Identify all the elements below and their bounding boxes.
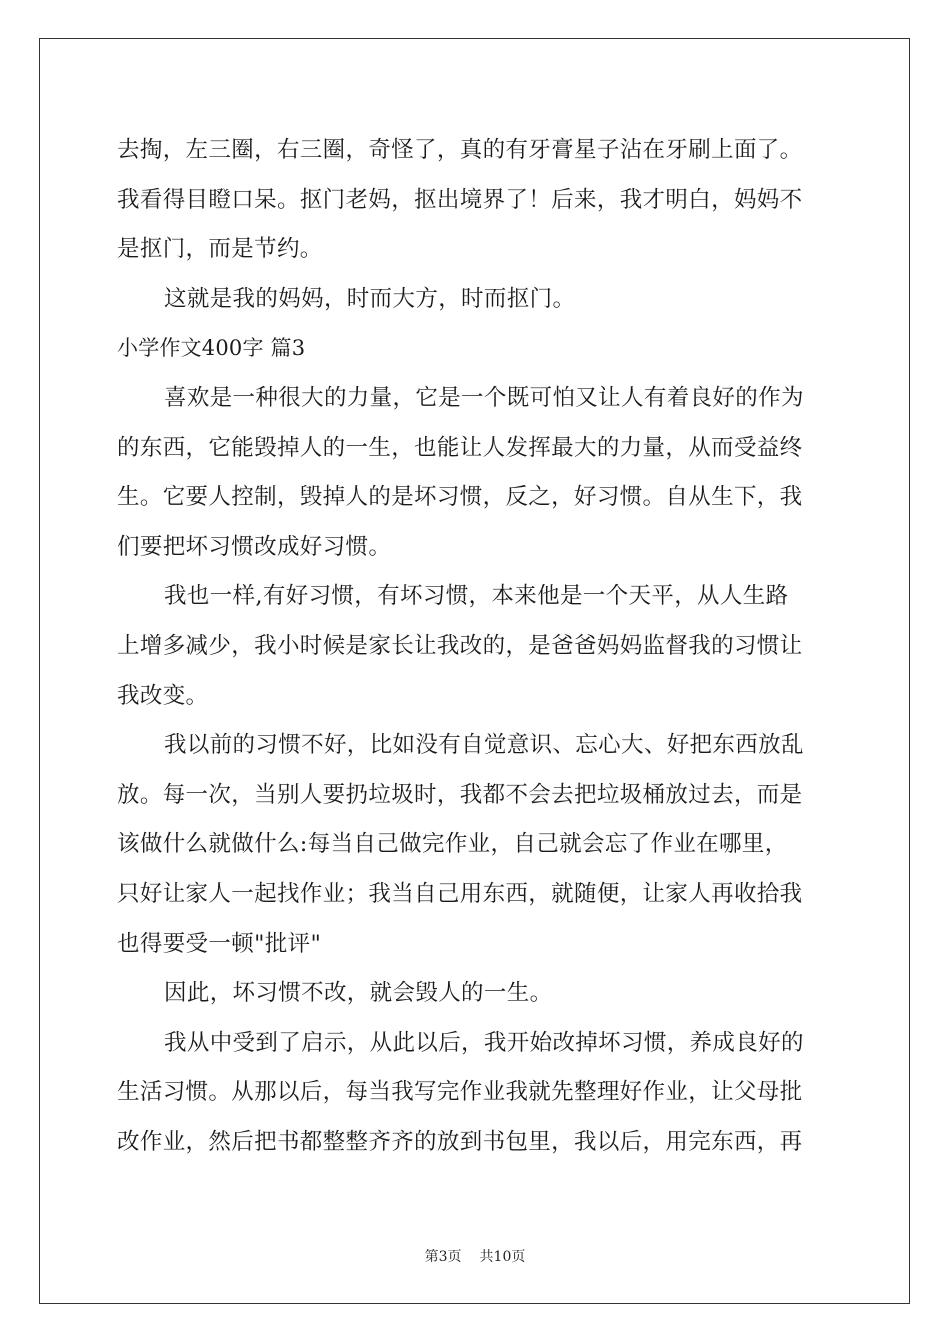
text-line: 是抠门，而是节约。 [117,236,323,263]
text-line: 我改变。 [117,682,209,709]
section-heading: 小学作文400字 篇3 [117,336,306,361]
text-line: 上增多减少，我小时候是家长让我改的，是爸爸妈妈监督我的习惯让 [117,632,803,659]
text-line: 去掏，左三圈，右三圈，奇怪了，真的有牙膏星子沾在牙刷上面了。 [117,137,803,163]
text-line: 生活习惯。从那以后，每当我写完作业我就先整理好作业，让父母批 [117,1079,803,1106]
text-line: 改作业，然后把书都整整齐齐的放到书包里，我以后，用完东西，再 [117,1128,803,1155]
text-line: 们要把坏习惯改成好习惯。 [117,533,392,560]
text-line: 我看得目瞪口呆。抠门老妈，抠出境界了！后来，我才明白，妈妈不 [117,186,803,213]
paragraph-start-line: 我以前的习惯不好，比如没有自觉意识、忘心大、好把东西放乱 [164,732,804,759]
page-footer [0,1246,950,1266]
page-total: 共10页 [479,1249,526,1265]
paragraph-start-line: 因此，坏习惯不改，就会毁人的一生。 [164,980,553,1007]
paragraph-start-line: 喜欢是一种很大的力量，它是一个既可怕又让人有着良好的作为 [164,384,804,411]
text-line: 的东西，它能毁掉人的一生，也能让人发挥最大的力量，从而受益终 [117,434,803,461]
text-line: 生。它要人控制，毁掉人的是坏习惯，反之，好习惯。自从生下，我 [117,484,803,511]
text-line: 放。每一次，当别人要扔垃圾时，我都不会去把垃圾桶放过去，而是 [117,781,803,808]
paragraph-start-line: 我从中受到了启示，从此以后，我开始改掉坏习惯，养成良好的 [164,1029,804,1056]
text-line: 只好让家人一起找作业；我当自己用东西，就随便，让家人再收拾我 [117,880,803,907]
text-line: 该做什么就做什么:每当自己做完作业，自己就会忘了作业在哪里， [117,831,788,858]
text-line: 也得要受一顿"批评" [117,930,322,957]
paragraph-start-line: 我也一样,有好习惯，有坏习惯，本来他是一个天平，从人生路 [164,583,789,610]
document-body [117,126,833,1167]
paragraph-start-line: 这就是我的妈妈，时而大方，时而抠门。 [164,285,576,312]
page-number: 第3页 [424,1249,462,1265]
